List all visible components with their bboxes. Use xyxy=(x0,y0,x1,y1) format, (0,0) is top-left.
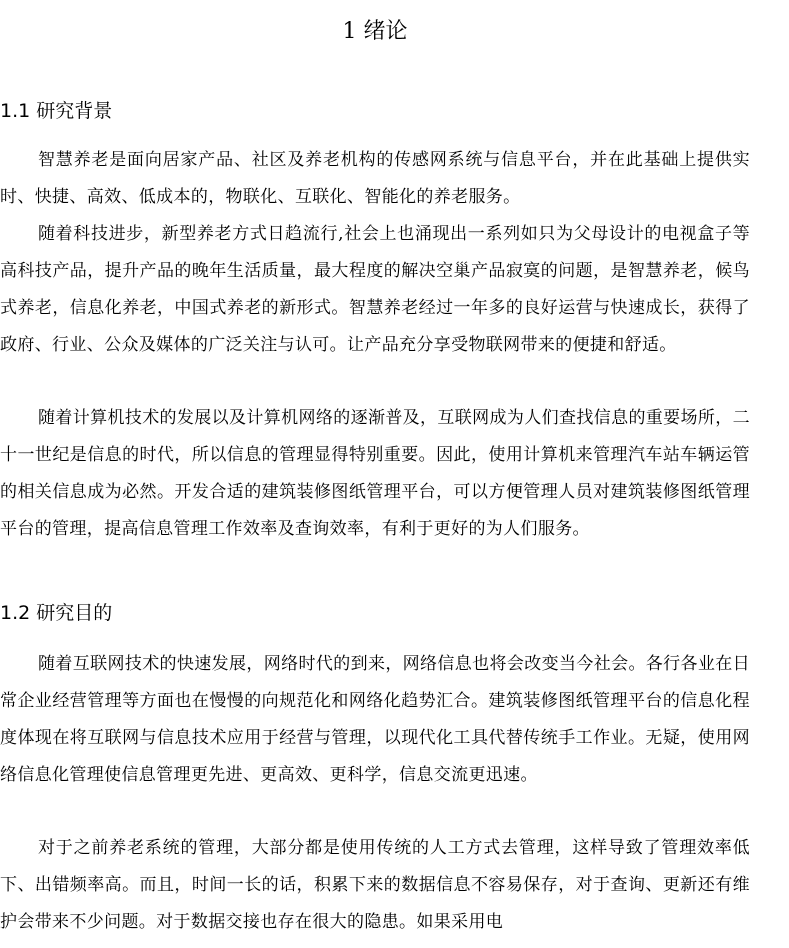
chapter-title: 1 绪论 xyxy=(342,19,408,44)
section-heading-research-background: 1.1 研究背景 xyxy=(0,100,113,122)
paragraph: 随着科技进步，新型养老方式日趋流行,社会上也涌现出一系列如只为父母设计的电视盒子等高科技产品，提升产品的晚年生活质量，最大程度的解决空巢产品寂寞的问题，是智慧养老，候鸟式养老，信息化养老，中国式养老的新形式。智慧养老经过一年多的良好运营与快速成长，获得了政府、行业、公众及媒体的广泛关注与认可。让产品充分享受物联网带来的便捷和舒适。 xyxy=(0,224,750,355)
section-heading-research-purpose: 1.2 研究目的 xyxy=(0,602,113,624)
paragraph: 智慧养老是面向居家产品、社区及养老机构的传感网系统与信息平台，并在此基础上提供实时、快捷、高效、低成本的，物联化、互联化、智能化的养老服务。 xyxy=(0,150,750,207)
paragraph: 对于之前养老系统的管理，大部分都是使用传统的人工方式去管理，这样导致了管理效率低下、出错频率高。而且，时间一长的话，积累下来的数据信息不容易保存，对于查询、更新还有维护会带来不少问题。对于数据交接也存在很大的隐患。如果采用电 xyxy=(0,838,750,932)
paragraph: 随着互联网技术的快速发展，网络时代的到来，网络信息也将会改变当今社会。各行各业在日常企业经营管理等方面也在慢慢的向规范化和网络化趋势汇合。建筑装修图纸管理平台的信息化程度体现在将互联网与信息技术应用于经营与管理，以现代化工具代替传统手工作业。无疑，使用网络信息化管理使信息管理更先进、更高效、更科学，信息交流更迅速。 xyxy=(0,654,750,785)
paragraph: 随着计算机技术的发展以及计算机网络的逐渐普及，互联网成为人们查找信息的重要场所，二十一世纪是信息的时代，所以信息的管理显得特别重要。因此，使用计算机来管理汽车站车辆运管的相关信息成为必然。开发合适的建筑装修图纸管理平台，可以方便管理人员对建筑装修图纸管理平台的管理，提高信息管理工作效率及查询效率，有利于更好的为人们服务。 xyxy=(0,408,750,539)
